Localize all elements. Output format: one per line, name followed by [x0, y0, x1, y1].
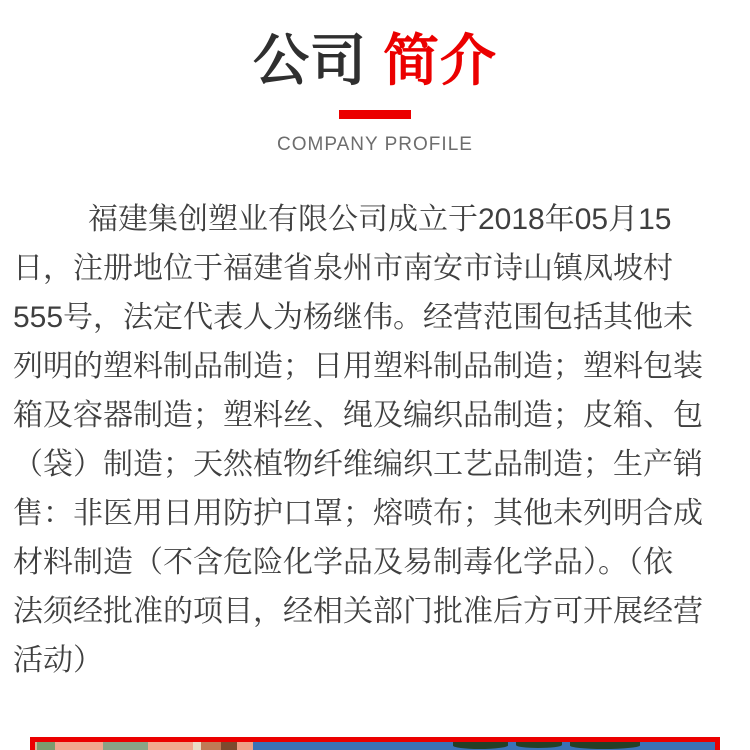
paragraph-line: 555号，法定代表人为杨继伟。经营范围包括其他未: [13, 301, 694, 334]
paragraph-line: 列明的塑料制品制造；日用塑料制品制造；塑料包装: [13, 350, 703, 383]
photo-tree-silhouette: [516, 742, 562, 748]
paragraph-line: 箱及容器制造；塑料丝、绳及编织品制造；皮箱、包: [13, 399, 703, 432]
title-text-red: 简介: [383, 29, 497, 92]
page-title: [0, 0, 750, 94]
title-text-black: 公司: [253, 29, 367, 92]
title-underline-bar: [339, 110, 411, 119]
subtitle-english: COMPANY PROFILE: [277, 134, 473, 155]
paragraph-line: 日，注册地位于福建省泉州市南安市诗山镇凤坡村: [13, 252, 673, 285]
company-description: [0, 195, 750, 685]
paragraph-line: 售：非医用日用防护口罩；熔喷布；其他未列明合成: [13, 497, 703, 530]
paragraph-line: （袋）制造；天然植物纤维编织工艺品制造；生产销: [13, 448, 703, 481]
photo-tree-silhouette: [570, 742, 640, 749]
company-photo: [30, 737, 720, 750]
paragraph-line: 法须经批准的项目，经相关部门批准后方可开展经营: [13, 595, 703, 628]
paragraph-line: 福建集创塑业有限公司成立于2018年05月15: [88, 203, 672, 236]
photo-sky: [253, 742, 715, 750]
photo-building-facade: [35, 742, 253, 750]
paragraph-line: 活动）: [13, 644, 103, 677]
paragraph-line: 材料制造（不含危险化学品及易制毒化学品）。（依: [13, 546, 673, 579]
photo-tree-silhouette: [453, 742, 508, 749]
